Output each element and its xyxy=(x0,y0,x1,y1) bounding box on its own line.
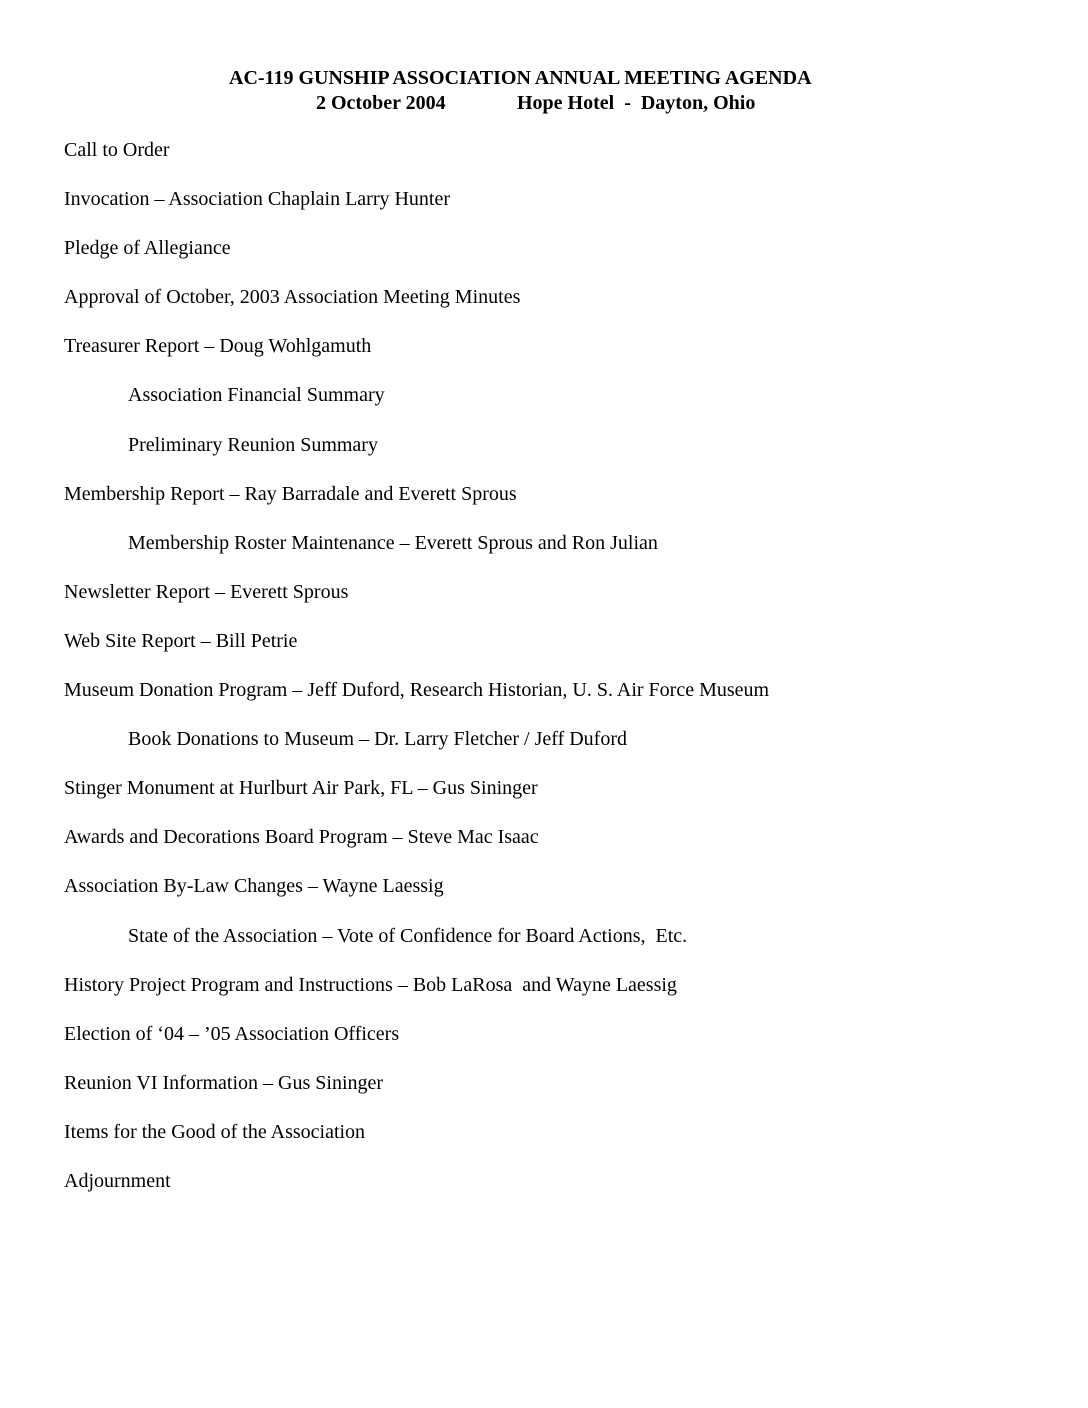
agenda-item: Call to Order xyxy=(64,139,170,161)
agenda-subitem: Association Financial Summary xyxy=(128,384,385,407)
agenda-item: Newsletter Report – Everett Sprous xyxy=(64,580,349,603)
agenda-item: Reunion VI Information – Gus Sininger xyxy=(64,1071,384,1094)
agenda-item: Association By-Law Changes – Wayne Laessig xyxy=(64,875,444,898)
agenda-item: Stinger Monument at Hurlburt Air Park, FL – Gus Sininger xyxy=(64,777,538,800)
document-title: AC-119 GUNSHIP ASSOCIATION ANNUAL MEETING AGENDA xyxy=(229,67,812,89)
agenda-item: Approval of October, 2003 Association Meeting Minutes xyxy=(64,286,521,309)
agenda-item: Election of ‘04 – ’05 Association Officers xyxy=(64,1022,400,1045)
agenda-item: Membership Report – Ray Barradale and Everett Sprous xyxy=(64,482,517,505)
agenda-item: Pledge of Allegiance xyxy=(64,237,231,260)
agenda-item: Museum Donation Program – Jeff Duford, Research Historian, U. S. Air Force Museum xyxy=(64,679,770,702)
meeting-location: Hope Hotel - Dayton, Ohio xyxy=(517,92,756,114)
agenda-item: Adjournment xyxy=(64,1169,171,1192)
agenda-item: Treasurer Report – Doug Wohlgamuth xyxy=(64,335,372,358)
agenda-item: Items for the Good of the Association xyxy=(64,1120,366,1143)
agenda-subitem: Book Donations to Museum – Dr. Larry Fletcher / Jeff Duford xyxy=(128,728,627,751)
agenda-item: Invocation – Association Chaplain Larry Hunter xyxy=(64,188,451,211)
agenda-subitem: Membership Roster Maintenance – Everett Sprous and Ron Julian xyxy=(128,531,658,554)
meeting-date: 2 October 2004 xyxy=(316,92,446,114)
agenda-list xyxy=(64,137,1064,1217)
agenda-subitem: State of the Association – Vote of Confidence for Board Actions, Etc. xyxy=(128,924,688,947)
agenda-item: Web Site Report – Bill Petrie xyxy=(64,629,298,652)
agenda-item: History Project Program and Instructions – Bob LaRosa and Wayne Laessig xyxy=(64,973,677,996)
agenda-item: Awards and Decorations Board Program – Steve Mac Isaac xyxy=(64,826,539,849)
agenda-subitem: Preliminary Reunion Summary xyxy=(128,433,378,456)
